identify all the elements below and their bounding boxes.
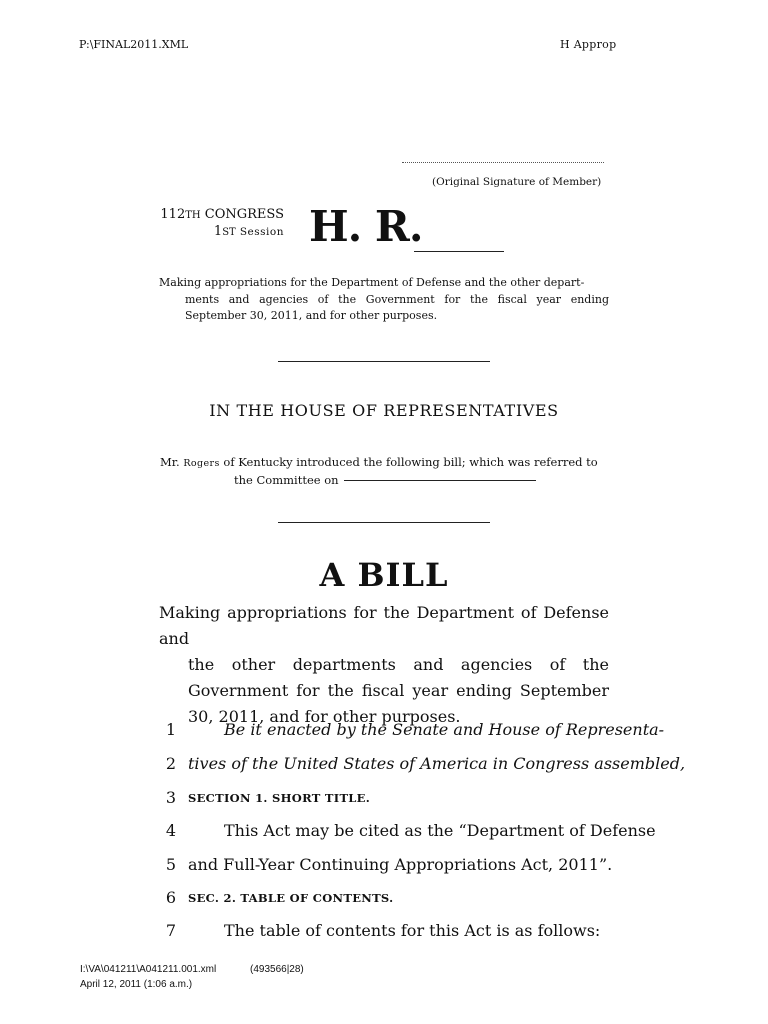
header-section-tag: H Approp (560, 38, 617, 51)
congress-number: 112 (160, 207, 186, 222)
short-title-rest: ments and agencies of the Government for the fiscal year ending September 30, 2011, and for other purposes. (185, 292, 609, 322)
chamber-heading: IN THE HOUSE OF REPRESENTATIVES (209, 401, 559, 420)
line-number: 2 (165, 754, 176, 773)
introduction-prefix: Mr. (160, 455, 184, 469)
introduction-statement (160, 454, 608, 489)
bill-designation: H. R. (309, 202, 423, 251)
bill-line-1 (160, 720, 665, 750)
session-label: Session (239, 226, 284, 238)
line-number: 7 (165, 921, 176, 940)
bill-line-7 (160, 921, 610, 951)
bill-line-3 (160, 788, 610, 818)
congress-session-block (158, 207, 284, 241)
line-text: and Full-Year Continuing Appropriations Act, 2011”. (188, 855, 613, 874)
signature-line (402, 162, 604, 163)
introduction-text: of Kentucky introduced the following bill; which was referred to (219, 455, 598, 469)
footer-timestamp: April 12, 2011 (1:06 a.m.) (80, 979, 193, 990)
line-number: 6 (165, 888, 176, 907)
bill-line-4 (160, 821, 656, 851)
committee-label: the Committee on (234, 473, 339, 487)
bill-line-2 (160, 754, 686, 784)
line-text: This Act may be cited as the “Department of Defense (224, 821, 656, 840)
section-heading: SEC. 2. TABLE OF CONTENTS. (188, 891, 394, 905)
short-title-line1: Making appropriations for the Department of Defense and the other depart- (159, 276, 585, 289)
line-number: 1 (165, 720, 176, 739)
sponsor-name: Rogers (183, 458, 220, 469)
divider-rule (278, 361, 490, 362)
session-line (158, 224, 284, 241)
congress-line (158, 207, 284, 224)
congress-label: CONGRESS (204, 207, 284, 222)
line-text: Be it enacted by the Senate and House of Representa- (224, 720, 665, 739)
bill-line-5 (160, 855, 613, 885)
bill-number-blank (414, 251, 504, 252)
line-number: 4 (165, 821, 176, 840)
introduction-line2 (160, 472, 608, 489)
line-number: 3 (165, 788, 176, 807)
long-title (159, 600, 609, 730)
signature-caption: (Original Signature of Member) (432, 176, 602, 188)
congress-number-suffix: TH (185, 210, 201, 221)
line-text: tives of the United States of America in Congress assembled, (188, 754, 686, 773)
footer-path: I:\VA\041211\A041211.001.xml (80, 964, 217, 975)
bill-heading: A BILL (319, 556, 449, 594)
session-number-suffix: ST (222, 227, 236, 238)
section-heading: SECTION 1. SHORT TITLE. (188, 791, 371, 805)
line-text: The table of contents for this Act is as follows: (224, 921, 601, 940)
long-title-rest: the other departments and agencies of the Government for the fiscal year ending September 30, 2011, and for other purposes. (188, 655, 609, 726)
footer-path-line (80, 964, 304, 975)
committee-blank (344, 480, 536, 481)
long-title-first-line: Making appropriations for the Department of Defense and (159, 603, 609, 648)
short-title (159, 275, 609, 325)
divider-rule (278, 522, 490, 523)
footer-code: (493566|28) (250, 964, 304, 975)
session-number: 1 (213, 224, 223, 239)
line-number: 5 (165, 855, 176, 874)
introduction-line1 (160, 454, 608, 472)
header-file-path: P:\FINAL2011.XML (79, 38, 189, 51)
bill-line-6 (160, 888, 610, 918)
